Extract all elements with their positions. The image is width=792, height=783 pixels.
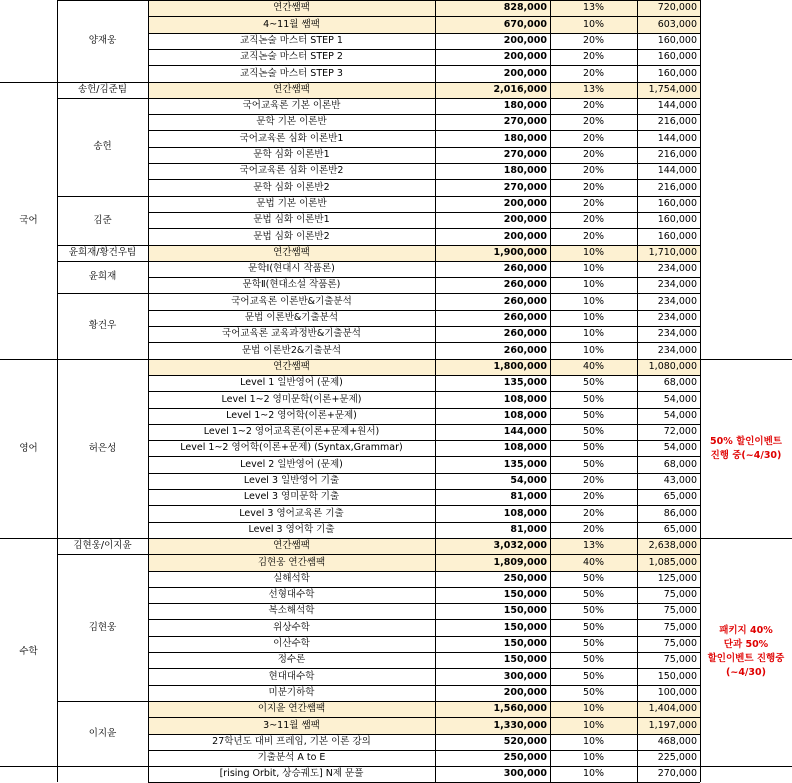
course-name-cell: 문학 심화 이론반1 [253,149,330,161]
price-cell: 260,000 [503,312,547,324]
grid-line-vertical [57,0,58,782]
promo-note-line: 단과 50% [723,639,769,651]
grid-line-horizontal [148,293,700,294]
grid-line-horizontal [57,701,148,702]
price-cell: 81,000 [510,524,547,536]
grid-line-horizontal [148,228,700,229]
teacher-cell: 윤희재/황건우팀 [68,247,137,259]
final-price-cell: 160,000 [657,51,697,63]
discount-rate-cell: 50% [582,458,605,470]
discount-rate-cell: 10% [582,736,605,748]
discount-rate-cell: 50% [582,654,605,666]
promo-note [700,538,792,766]
grid-line-horizontal [148,130,700,131]
course-name-cell: 실해석학 [273,573,310,585]
grid-line-horizontal [148,717,700,718]
price-cell: 135,000 [503,458,547,470]
grid-line-horizontal [57,261,148,262]
discount-rate-cell: 20% [582,165,605,177]
grid-line-horizontal [57,0,148,1]
discount-rate-cell: 50% [582,670,605,682]
grid-line-horizontal [148,65,700,66]
discount-rate-cell: 20% [582,100,605,112]
final-price-cell: 144,000 [657,100,697,112]
final-price-cell: 234,000 [657,279,697,291]
price-cell: 260,000 [503,263,547,275]
course-name-cell: 4~11월 쌤팩 [263,18,320,30]
discount-rate-cell: 50% [582,638,605,650]
final-price-cell: 65,000 [663,524,697,536]
grid-line-horizontal [148,734,700,735]
grid-line-horizontal [148,147,700,148]
price-cell: 135,000 [503,377,547,389]
grid-line-horizontal [148,456,700,457]
course-name-cell: 27학년도 대비 프레임, 기본 이론 강의 [212,736,371,748]
price-cell: 200,000 [503,687,547,699]
grid-line-horizontal [148,342,700,343]
price-cell: 3,032,000 [493,540,547,552]
grid-line-horizontal [148,277,700,278]
grid-line-horizontal [148,326,700,327]
discount-rate-cell: 50% [582,377,605,389]
grid-line-horizontal [57,82,148,83]
grid-line-horizontal [148,750,700,751]
final-price-cell: 234,000 [657,344,697,356]
subject-cell: 수학 [19,646,38,658]
course-name-cell: 이산수학 [273,638,310,650]
final-price-cell: 216,000 [657,181,697,193]
grid-line-horizontal [148,489,700,490]
promo-note-line: 50% 할인이벤트 [710,435,782,447]
price-cell: 180,000 [503,132,547,144]
course-name-cell: 정수론 [277,654,306,666]
price-cell: 250,000 [503,752,547,764]
discount-rate-cell: 10% [582,279,605,291]
promo-note [700,359,792,538]
final-price-cell: 144,000 [657,165,697,177]
grid-line-horizontal [148,375,700,376]
final-price-cell: 65,000 [663,491,697,503]
grid-line-horizontal [148,636,700,637]
price-cell: 150,000 [503,654,547,666]
subject-cell: 국어 [19,214,38,226]
final-price-cell: 54,000 [663,442,697,454]
final-price-cell: 1,710,000 [648,247,697,259]
grid-line-horizontal [0,766,57,767]
final-price-cell: 75,000 [663,638,697,650]
final-price-cell: 216,000 [657,116,697,128]
discount-rate-cell: 10% [582,768,605,780]
final-price-cell: 234,000 [657,328,697,340]
course-name-cell: 문법 기본 이론반 [256,198,327,210]
final-price-cell: 234,000 [657,295,697,307]
discount-rate-cell: 10% [582,263,605,275]
grid-line-horizontal [57,359,148,360]
course-name-cell: 국어교육론 교육과정반&기출분석 [222,328,361,340]
course-name-cell: 3~11월 쌤팩 [263,719,320,731]
final-price-cell: 75,000 [663,605,697,617]
final-price-cell: 68,000 [663,458,697,470]
course-name-cell: Level 3 영어학 기출 [248,524,335,536]
final-price-cell: 54,000 [663,393,697,405]
final-price-cell: 160,000 [657,198,697,210]
course-name-cell: Level 3 영어교육론 기출 [239,507,344,519]
price-cell: 150,000 [503,638,547,650]
course-name-cell: 국어교육론 심화 이론반1 [239,132,344,144]
discount-rate-cell: 50% [582,573,605,585]
grid-line-horizontal [148,0,700,1]
price-cell: 108,000 [503,410,547,422]
promo-note-line: 진행 중(~4/30) [710,449,782,461]
final-price-cell: 1,404,000 [648,703,697,715]
final-price-cell: 75,000 [663,654,697,666]
grid-line-horizontal [148,473,700,474]
final-price-cell: 2,638,000 [648,540,697,552]
grid-line-horizontal [148,685,700,686]
price-cell: 2,016,000 [493,84,547,96]
grid-line-horizontal [0,538,57,539]
discount-rate-cell: 40% [582,361,605,373]
final-price-cell: 1,085,000 [648,556,697,568]
final-price-cell: 75,000 [663,589,697,601]
final-price-cell: 603,000 [657,18,697,30]
price-cell: 200,000 [503,214,547,226]
grid-line-horizontal [148,522,700,523]
grid-line-horizontal [57,98,148,99]
grid-line-horizontal [57,554,148,555]
teacher-cell: 양재웅 [88,35,117,47]
price-cell: 108,000 [503,442,547,454]
discount-rate-cell: 20% [582,198,605,210]
price-cell: 1,800,000 [493,361,547,373]
course-name-cell: 교직논술 마스터 STEP 1 [240,35,343,47]
final-price-cell: 160,000 [657,230,697,242]
course-name-cell: 연간쌤팩 [273,247,310,259]
grid-line-horizontal [148,440,700,441]
promo-note-line: (~4/30) [726,666,766,678]
discount-rate-cell: 20% [582,214,605,226]
course-name-cell: 문학Ⅱ(현대소설 작품론) [242,279,341,291]
discount-rate-cell: 50% [582,605,605,617]
teacher-cell: 윤희재 [88,271,117,283]
course-name-cell: Level 1~2 영어학(이론+문제) (Syntax,Grammar) [180,442,403,454]
final-price-cell: 234,000 [657,263,697,275]
grid-line-horizontal [0,82,57,83]
promo-note-line: 할인이벤트 진행중 [707,653,785,664]
final-price-cell: 125,000 [657,573,697,585]
grid-line-horizontal [148,179,700,180]
discount-rate-cell: 10% [582,344,605,356]
grid-line-horizontal [148,310,700,311]
course-name-cell: 교직논술 마스터 STEP 2 [240,51,343,63]
course-name-cell: 연간쌤팩 [273,2,310,14]
course-name-cell: 국어교육론 심화 이론반2 [239,165,344,177]
grid-line-horizontal [148,212,700,213]
price-cell: 260,000 [503,295,547,307]
course-name-cell: Level 1~2 영미문학(이론+문제) [221,393,362,405]
discount-rate-cell: 10% [582,247,605,259]
price-cell: 520,000 [503,736,547,748]
discount-rate-cell: 20% [582,475,605,487]
final-price-cell: 225,000 [657,752,697,764]
price-cell: 260,000 [503,344,547,356]
grid-line-horizontal [0,359,57,360]
grid-line-horizontal [148,652,700,653]
teacher-cell: 황건우 [88,320,117,332]
course-name-cell: 국어교육론 이론반&기출분석 [231,295,352,307]
course-name-cell: 교직논술 마스터 STEP 3 [240,67,343,79]
course-name-cell: 문법 심화 이론반1 [253,214,330,226]
grid-line-horizontal [700,538,792,539]
course-name-cell: 문법 심화 이론반2 [253,230,330,242]
price-cell: 270,000 [503,181,547,193]
teacher-cell: 김현웅 [88,621,117,633]
final-price-cell: 160,000 [657,35,697,47]
grid-line-horizontal [148,668,700,669]
discount-rate-cell: 50% [582,410,605,422]
final-price-cell: 468,000 [657,736,697,748]
discount-rate-cell: 10% [582,18,605,30]
grid-line-horizontal [148,16,700,17]
final-price-cell: 54,000 [663,410,697,422]
grid-line-horizontal [148,163,700,164]
discount-rate-cell: 50% [582,442,605,454]
grid-line-horizontal [148,554,700,555]
grid-line-horizontal [148,408,700,409]
price-cell: 200,000 [503,67,547,79]
course-name-cell: 문학 기본 이론반 [256,116,327,128]
discount-rate-cell: 20% [582,149,605,161]
teacher-cell: 김현웅/이지윤 [73,540,132,552]
course-name-cell: Level 3 영미문학 기출 [243,491,340,503]
grid-line-horizontal [148,424,700,425]
grid-line-horizontal [57,196,148,197]
discount-rate-cell: 20% [582,35,605,47]
discount-rate-cell: 50% [582,621,605,633]
course-name-cell: 미분기하학 [268,687,315,699]
price-cell: 270,000 [503,149,547,161]
course-name-cell: 기출분석 A to E [257,752,326,764]
final-price-cell: 1,080,000 [648,361,697,373]
final-price-cell: 234,000 [657,312,697,324]
course-name-cell: 복소해석학 [268,605,315,617]
discount-rate-cell: 13% [582,84,605,96]
final-price-cell: 270,000 [657,768,697,780]
course-name-cell: 연간쌤팩 [273,540,310,552]
discount-rate-cell: 13% [582,2,605,14]
discount-rate-cell: 10% [582,703,605,715]
grid-line-horizontal [57,538,148,539]
price-cell: 1,560,000 [493,703,547,715]
final-price-cell: 144,000 [657,132,697,144]
course-name-cell: 문법 이론반2&기출분석 [241,344,342,356]
price-cell: 150,000 [503,589,547,601]
grid-line-horizontal [148,98,700,99]
discount-rate-cell: 20% [582,67,605,79]
price-cell: 250,000 [503,573,547,585]
course-name-cell: 문학 심화 이론반2 [253,181,330,193]
discount-rate-cell: 50% [582,687,605,699]
course-name-cell: Level 1~2 영어학(이론+문제) [226,410,357,422]
course-name-cell: 현대대수학 [268,670,315,682]
grid-line-horizontal [148,571,700,572]
price-cell: 54,000 [510,475,547,487]
grid-line-horizontal [57,293,148,294]
price-cell: 200,000 [503,35,547,47]
final-price-cell: 160,000 [657,214,697,226]
grid-line-horizontal [148,33,700,34]
final-price-cell: 1,197,000 [648,719,697,731]
course-name-cell: 연간쌤팩 [273,84,310,96]
final-price-cell: 43,000 [663,475,697,487]
discount-rate-cell: 10% [582,328,605,340]
course-name-cell: 문학Ⅰ(현대시 작품론) [248,263,335,275]
discount-rate-cell: 20% [582,51,605,63]
price-cell: 260,000 [503,328,547,340]
price-cell: 144,000 [503,426,547,438]
price-cell: 180,000 [503,165,547,177]
teacher-cell: 김준 [93,214,112,226]
discount-rate-cell: 10% [582,719,605,731]
grid-line-horizontal [148,82,700,83]
price-cell: 300,000 [503,768,547,780]
discount-rate-cell: 40% [582,556,605,568]
course-name-cell: Level 1~2 영어교육론(이론+문제+원서) [203,426,380,438]
course-name-cell: [rising Orbit, 상승궤도] N제 문풀 [219,768,364,780]
discount-rate-cell: 50% [582,426,605,438]
grid-line-horizontal [148,538,700,539]
price-cell: 150,000 [503,621,547,633]
discount-rate-cell: 20% [582,491,605,503]
price-cell: 108,000 [503,393,547,405]
final-price-cell: 72,000 [663,426,697,438]
price-cell: 180,000 [503,100,547,112]
price-cell: 270,000 [503,116,547,128]
grid-line-horizontal [148,505,700,506]
grid-line-horizontal [148,766,700,767]
final-price-cell: 150,000 [657,670,697,682]
grid-line-horizontal [148,603,700,604]
discount-rate-cell: 20% [582,181,605,193]
discount-rate-cell: 50% [582,589,605,601]
grid-line-horizontal [57,766,148,767]
final-price-cell: 75,000 [663,621,697,633]
course-name-cell: 문법 이론반&기출분석 [244,312,339,324]
price-cell: 200,000 [503,198,547,210]
discount-rate-cell: 13% [582,540,605,552]
discount-rate-cell: 10% [582,295,605,307]
teacher-cell: 송헌/김준팀 [77,84,128,96]
final-price-cell: 100,000 [657,687,697,699]
price-cell: 670,000 [503,18,547,30]
discount-rate-cell: 10% [582,312,605,324]
price-cell: 300,000 [503,670,547,682]
course-name-cell: 연간쌤팩 [273,361,310,373]
grid-line-horizontal [148,391,700,392]
price-cell: 1,330,000 [493,719,547,731]
discount-rate-cell: 10% [582,752,605,764]
discount-rate-cell: 20% [582,524,605,536]
price-cell: 108,000 [503,507,547,519]
grid-line-horizontal [148,359,700,360]
discount-rate-cell: 20% [582,116,605,128]
teacher-cell: 허은성 [88,442,117,454]
grid-line-horizontal [148,701,700,702]
discount-rate-cell: 20% [582,230,605,242]
course-name-cell: Level 2 일반영어 (문제) [240,458,343,470]
grid-line-horizontal [148,245,700,246]
course-name-cell: 선형대수학 [268,589,315,601]
final-price-cell: 68,000 [663,377,697,389]
grid-line-horizontal [700,359,792,360]
grid-line-horizontal [57,245,148,246]
course-name-cell: 김현웅 연간쌤팩 [257,556,326,568]
grid-line-horizontal [148,587,700,588]
promo-note-line: 패키지 40% [719,625,773,637]
grid-line-vertical [700,0,701,782]
teacher-cell: 이지윤 [88,727,117,739]
course-name-cell: 위상수학 [273,621,310,633]
course-name-cell: Level 3 일반영어 기출 [243,475,340,487]
final-price-cell: 720,000 [657,2,697,14]
discount-rate-cell: 20% [582,507,605,519]
price-cell: 1,809,000 [493,556,547,568]
final-price-cell: 86,000 [663,507,697,519]
grid-line-horizontal [148,261,700,262]
course-name-cell: 이지윤 연간쌤팩 [257,703,326,715]
course-name-cell: Level 1 일반영어 (문제) [240,377,343,389]
grid-line-horizontal [700,766,792,767]
subject-cell: 영어 [19,442,38,454]
discount-rate-cell: 20% [582,132,605,144]
price-cell: 81,000 [510,491,547,503]
price-cell: 200,000 [503,51,547,63]
course-name-cell: 국어교육론 기본 이론반 [242,100,341,112]
grid-line-horizontal [148,196,700,197]
grid-line-horizontal [148,619,700,620]
discount-rate-cell: 50% [582,393,605,405]
final-price-cell: 216,000 [657,149,697,161]
teacher-cell: 송헌 [93,141,112,153]
grid-line-horizontal [148,49,700,50]
price-cell: 150,000 [503,605,547,617]
price-cell: 1,900,000 [493,247,547,259]
price-cell: 260,000 [503,279,547,291]
price-cell: 828,000 [503,2,547,14]
grid-line-horizontal [148,114,700,115]
final-price-cell: 160,000 [657,67,697,79]
final-price-cell: 1,754,000 [648,84,697,96]
price-cell: 200,000 [503,230,547,242]
